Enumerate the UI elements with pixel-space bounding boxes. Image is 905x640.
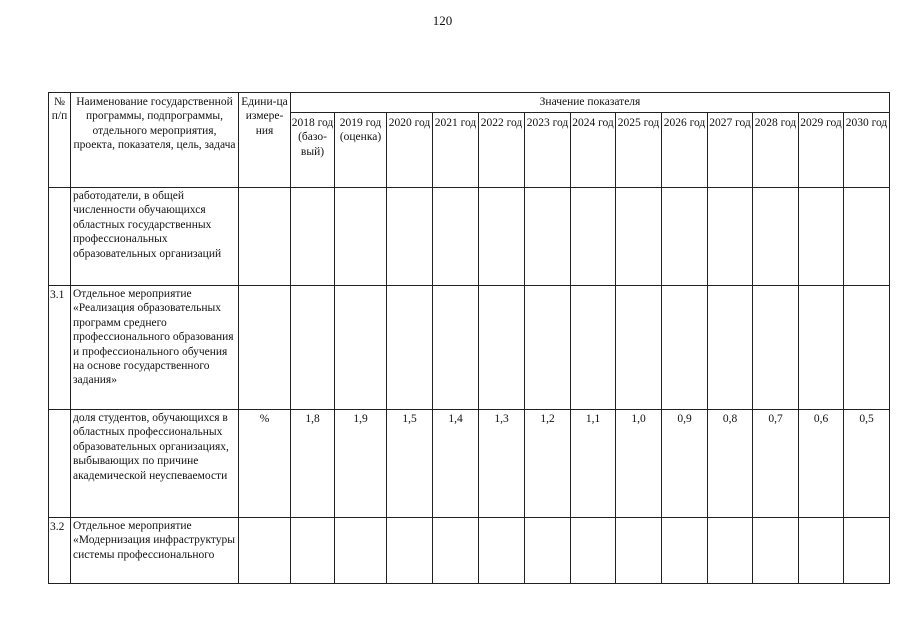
indicator-table [48,92,890,584]
header-year: 2028 год [753,113,799,188]
row-value: 1,4 [433,410,479,518]
header-values-group: Значение показателя [291,93,890,113]
row-unit [239,518,291,584]
row-value [662,188,708,286]
row-number: 3.2 [49,518,71,584]
page-number: 120 [432,13,453,28]
row-value [335,286,387,410]
row-value [616,518,662,584]
row-value [479,518,525,584]
row-value [799,188,844,286]
table-row [49,188,890,286]
row-value [571,188,616,286]
row-value [844,188,890,286]
row-value: 1,1 [571,410,616,518]
row-name: Отдельное мероприятие «Реализация образовательных программ среднего профессионального образования и профессионального обучения на основе государственного задания» [71,286,239,410]
row-value [753,286,799,410]
row-value [616,286,662,410]
row-value: 0,6 [799,410,844,518]
row-value [387,518,433,584]
row-number [49,188,71,286]
row-value [799,518,844,584]
header-year: 2024 год [571,113,616,188]
header-year: 2019 год (оценка) [335,113,387,188]
row-value [753,188,799,286]
header-year: 2030 год [844,113,890,188]
row-value [335,518,387,584]
row-value [335,188,387,286]
header-year: 2022 год [479,113,525,188]
row-value [616,188,662,286]
row-value: 0,5 [844,410,890,518]
header-unit: Едини-ца измере-ния [239,93,291,188]
row-value [753,518,799,584]
row-value [291,188,335,286]
row-value: 0,9 [662,410,708,518]
row-value: 0,8 [708,410,753,518]
row-name: доля студентов, обучающихся в областных профессиональных образовательных организациях, выбывающих по причине академической неуспеваемости [71,410,239,518]
row-number [49,410,71,518]
row-number: 3.1 [49,286,71,410]
row-value [387,286,433,410]
header-row-top [49,93,890,113]
row-value [433,286,479,410]
row-name: работодатели, в общей численности обучающихся областных государственных профессиональных образовательных организаций [71,188,239,286]
row-value [291,518,335,584]
row-value: 1,0 [616,410,662,518]
row-value: 1,2 [525,410,571,518]
row-name: Отдельное мероприятие «Модернизация инфраструктуры системы профессионального [71,518,239,584]
row-value [387,188,433,286]
row-value [291,286,335,410]
header-year: 2025 год [616,113,662,188]
row-unit: % [239,410,291,518]
row-value [662,286,708,410]
header-year: 2018 год (базо-вый) [291,113,335,188]
header-name: Наименование государственной программы, подпрограммы, отдельного мероприятия, проекта, показателя, цель, задача [71,93,239,188]
table-row [49,286,890,410]
table-row [49,518,890,584]
row-value [708,518,753,584]
row-value: 0,7 [753,410,799,518]
row-value [844,286,890,410]
row-unit [239,286,291,410]
header-year: 2020 год [387,113,433,188]
row-value [708,188,753,286]
row-value [479,188,525,286]
row-value [571,518,616,584]
row-value: 1,9 [335,410,387,518]
table-row [49,410,890,518]
header-year: 2027 год [708,113,753,188]
row-value [479,286,525,410]
header-year: 2021 год [433,113,479,188]
header-year: 2026 год [662,113,708,188]
row-value: 1,5 [387,410,433,518]
row-value [662,518,708,584]
header-num: № п/п [49,93,71,188]
row-value [433,518,479,584]
row-value: 1,3 [479,410,525,518]
row-value [799,286,844,410]
header-year: 2023 год [525,113,571,188]
row-unit [239,188,291,286]
row-value [571,286,616,410]
header-year: 2029 год [799,113,844,188]
row-value [433,188,479,286]
row-value: 1,8 [291,410,335,518]
row-value [525,286,571,410]
row-value [525,188,571,286]
row-value [708,286,753,410]
row-value [844,518,890,584]
row-value [525,518,571,584]
